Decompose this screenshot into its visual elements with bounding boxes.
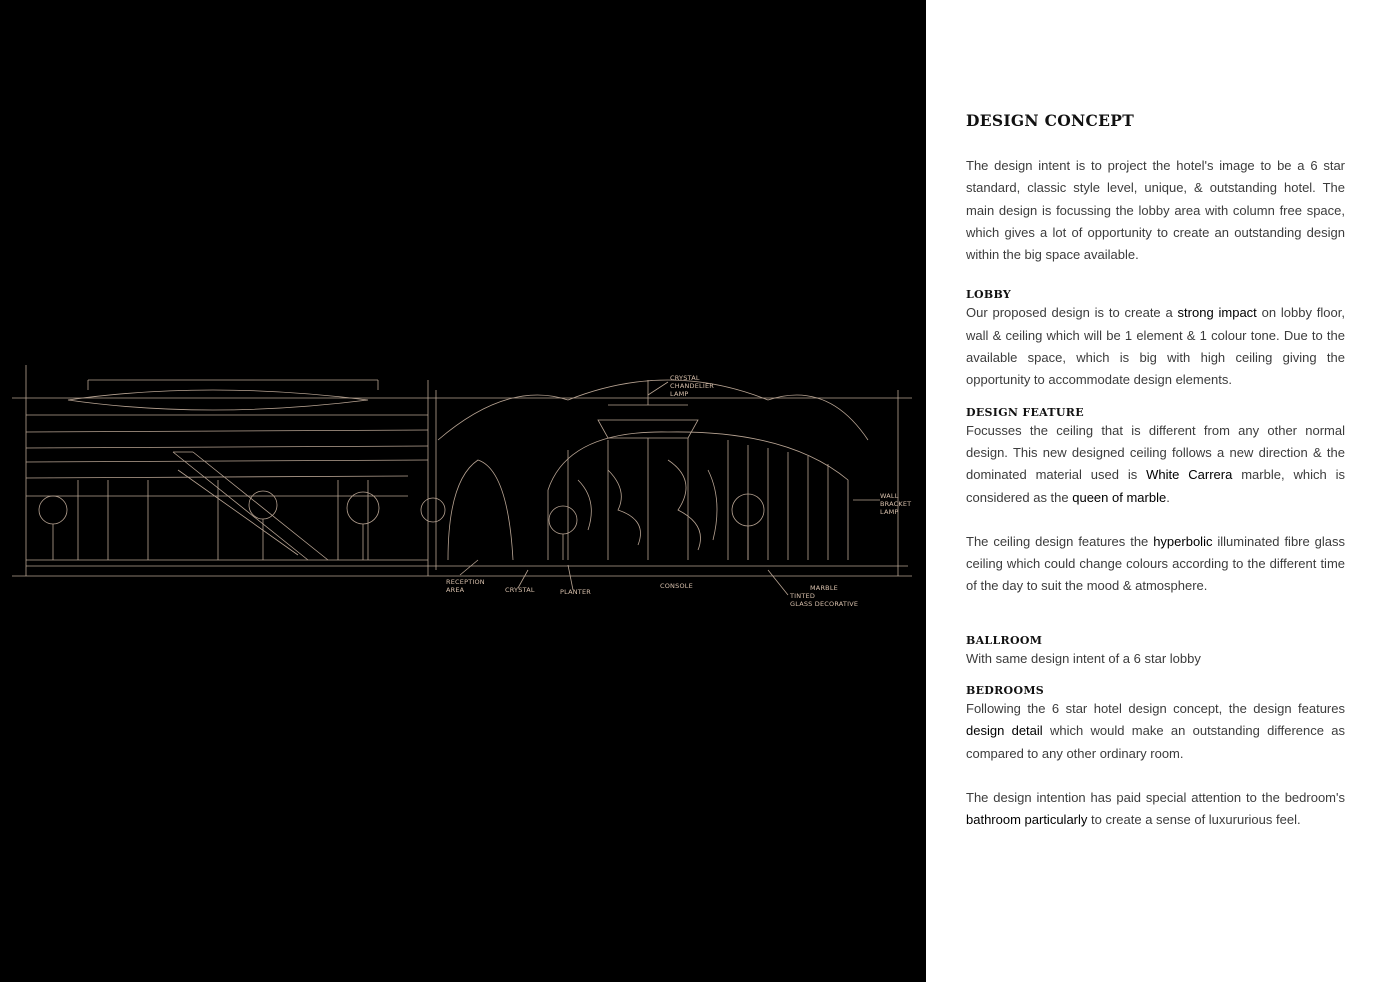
bedrooms-text-2: which would make an outstanding difference as compared to any other ordinary room.	[966, 723, 1346, 761]
design-feature-paragraph	[966, 420, 1345, 509]
crystal-chandelier-lamp-label: CHANDELIER	[670, 382, 715, 390]
lobby-text-1: Our proposed design is to create a	[966, 305, 1178, 321]
tinted-glass-decorative-label: TINTED	[790, 592, 816, 600]
ceiling-emphasis: hyperbolic	[1153, 533, 1213, 549]
feature-text-2: marble, which is considered as the	[966, 467, 1345, 505]
lobby-text-2: on lobby floor, wall & ceiling which will be 1 element & 1 colour tone. Due to the available space, which is big with high ceiling giving the opportunity to accommodate design elements.	[966, 305, 1345, 388]
bathroom-text-1: The design intention has paid special attention to the bedroom's	[966, 789, 1345, 805]
ballroom-paragraph: With same design intent of a 6 star lobby	[966, 650, 1201, 666]
bedrooms-heading: BEDROOMS	[966, 684, 1045, 698]
lobby-paragraph	[966, 302, 1345, 391]
design-feature-heading: DESIGN FEATURE	[966, 405, 1084, 419]
design-concept-text	[966, 108, 1345, 832]
intro-paragraph: The design intent is to project the hotel's image to be a 6 star standard, classic style level, unique, & outstanding hotel. The main design is focussing the lobby area with column free space, which gives a lot of opportunity to create an outstanding design within the big space available.	[966, 158, 1345, 263]
feature-emphasis-1: White Carrera	[1146, 467, 1233, 483]
wall-bracket-lamp-label: BRACKET	[880, 500, 912, 508]
feature-text-1: Focusses the ceiling that is different from any other normal design. This new designed ceiling follows a new direction & the dominated material used is	[966, 422, 1345, 483]
lobby-elevation-sketch	[8, 360, 918, 622]
bathroom-text-2: to create a sense of luxururious feel.	[1087, 812, 1301, 828]
ceiling-text-2: illuminated fibre glass ceiling which could change colours according to the different time of the day to suit the mood & atmosphere.	[966, 533, 1345, 594]
bedrooms-text-1: Following the 6 star hotel design concept, the design features	[966, 701, 1345, 717]
bedrooms-emphasis: design detail	[966, 723, 1043, 739]
tinted-glass-decorative-label: GLASS DECORATIVE	[790, 600, 859, 608]
ceiling-paragraph	[966, 531, 1345, 598]
ballroom-heading: BALLROOM	[966, 633, 1043, 647]
crystal-label: CRYSTAL	[505, 586, 535, 594]
reception-area-label: AREA	[446, 586, 465, 594]
bathroom-paragraph	[966, 787, 1345, 832]
planter-label: PLANTER	[560, 588, 591, 596]
text-panel	[926, 0, 1389, 982]
bathroom-emphasis: bathroom particularly	[966, 812, 1088, 828]
page-title: DESIGN CONCEPT	[966, 111, 1135, 130]
feature-text-3: .	[1166, 489, 1170, 505]
console-label: CONSOLE	[660, 582, 693, 590]
lobby-heading: LOBBY	[966, 288, 1012, 302]
feature-emphasis-2: queen of marble	[1072, 489, 1167, 505]
lobby-emphasis: strong impact	[1177, 305, 1257, 321]
wall-bracket-lamp-label: LAMP	[880, 508, 899, 516]
ceiling-text-1: The ceiling design features the	[966, 533, 1154, 549]
bedrooms-paragraph	[966, 698, 1345, 765]
wall-bracket-lamp-label: WALL	[880, 492, 899, 500]
marble-label: MARBLE	[810, 584, 838, 592]
reception-area-label: RECEPTION	[446, 578, 485, 586]
elevation-drawing	[8, 360, 918, 622]
crystal-chandelier-lamp-label: CRYSTAL	[670, 374, 700, 382]
crystal-chandelier-lamp-label: LAMP	[670, 390, 689, 398]
